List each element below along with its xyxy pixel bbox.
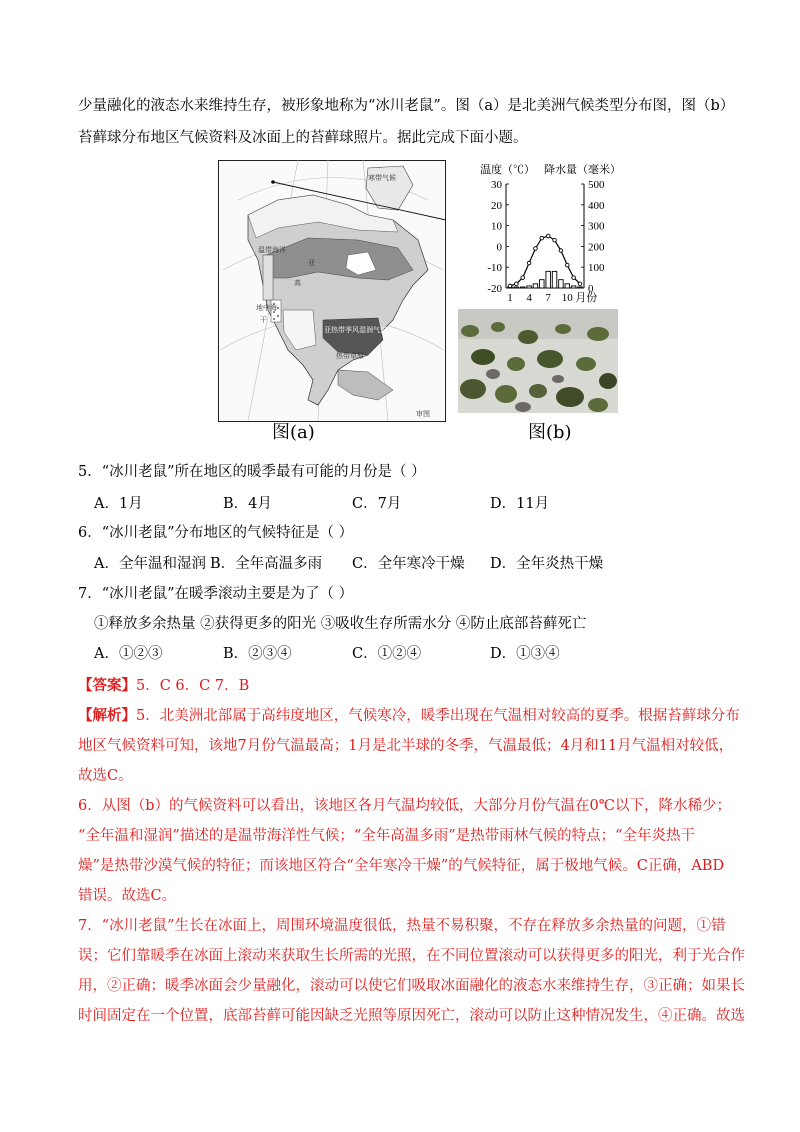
analysis-line-4: 6．从图（b）的气候资料可以看出，该地区各月气温均较低，大部分月份气温在0℃以下，降水稀少；	[78, 798, 731, 814]
q6-option-b: B．全年高温多雨	[210, 556, 323, 572]
left-tick-label: 20	[491, 199, 502, 212]
left-tick-label: 30	[491, 179, 502, 191]
analysis-line-7: 错误。故选C。	[78, 888, 177, 904]
caption-b: 图(b)	[528, 422, 572, 443]
temperature-point	[515, 282, 519, 286]
question-6-stem: 6．“冰川老鼠”分布地区的气候特征是（ ）	[78, 525, 354, 541]
q6-option-a: A．全年温和湿润	[94, 556, 206, 572]
analysis-line-3: 故选C。	[78, 768, 133, 784]
q5-option-a: A．1月	[94, 496, 143, 512]
q6-option-d: D．全年炎热干燥	[490, 556, 604, 572]
right-tick-label: 100	[588, 262, 605, 275]
left-tick-label: 0	[496, 241, 502, 254]
analysis-line-6: 燥”是热带沙漠气候的特征；而该地区符合“全年寒冷干燥”的气候特征，属于极地气候。C正确，ABD	[78, 858, 725, 874]
temperature-point	[534, 247, 538, 251]
q7-option-d: D．①③④	[490, 646, 560, 662]
climate-map-svg	[218, 160, 446, 422]
left-tick-label: -20	[487, 283, 502, 295]
precip-bar	[571, 286, 576, 288]
right-tick-label: 0	[588, 283, 594, 295]
temperature-point	[578, 282, 582, 286]
analysis-text-1: 5．北美洲北部属于高纬度地区，气候寒冷，暖季出现在气温相对较高的夏季。根据苔藓球分布	[136, 708, 740, 724]
left-tick-label: -10	[487, 262, 502, 275]
left-tick-label: 10	[491, 220, 502, 233]
intro-line-1: 少量融化的液态水来维持生存，被形象地称为“冰川老鼠”。图（a）是北美洲气候类型分布图，图（b）	[78, 98, 735, 114]
climate-chart-svg	[466, 160, 626, 308]
moss-photo-svg	[458, 309, 618, 413]
question-7-items: ①释放多余热量 ②获得更多的阳光 ③吸收生存所需水分 ④防止底部苔藓死亡	[94, 616, 587, 632]
analysis-line-1	[78, 706, 740, 726]
label-highland: 高	[294, 279, 301, 287]
precip-bar	[527, 286, 532, 288]
q7-option-a: A．①②③	[94, 646, 163, 662]
figure-b-chart	[466, 160, 626, 308]
temperature-point	[546, 234, 550, 238]
q5-option-d: D．11月	[490, 496, 550, 512]
figure-a-map	[218, 160, 446, 422]
x-tick-label: 7	[545, 292, 551, 304]
label-tropical: 热带草原	[336, 352, 364, 360]
x-tick-label: 1	[507, 292, 513, 304]
temperature-point	[508, 284, 512, 288]
precip-bar	[559, 280, 564, 288]
precip-bar	[546, 271, 551, 288]
label-subtropical: 亚热带季风湿润气候	[324, 326, 387, 334]
q7-option-c: C．①②④	[352, 646, 422, 662]
question-7-stem: 7．“冰川老鼠”在暖季滚动主要是为了（ ）	[78, 586, 354, 602]
temperature-point	[527, 261, 531, 265]
analysis-line-10: 用，②正确；暖季冰面会少量融化，滚动可以使它们吸取冰面融化的液态水来维持生存，③正确；如果长	[78, 978, 745, 994]
temperature-point	[565, 263, 569, 267]
temperature-point	[553, 238, 557, 242]
precip-bar	[533, 284, 538, 288]
answer-text: 5．C 6．C 7．B	[136, 678, 250, 694]
label-subarctic: 亚	[308, 259, 315, 267]
precip-bar	[540, 280, 545, 288]
temperature-point	[559, 249, 563, 253]
x-tick-label: 4	[526, 292, 532, 304]
intro-line-2: 苔藓球分布地区气候资料及冰面上的苔藓球照片。据此完成下面小题。	[78, 130, 528, 146]
q7-option-b: B．②③④	[223, 646, 292, 662]
q5-option-b: B．4月	[223, 496, 272, 512]
precip-bar	[565, 284, 570, 288]
precip-bar	[514, 287, 519, 288]
temperature-point	[521, 276, 525, 280]
right-tick-label: 400	[588, 199, 605, 212]
moss-ball-photo	[458, 309, 618, 413]
analysis-label: 【解析】	[78, 707, 136, 724]
right-tick-label: 500	[588, 179, 605, 191]
right-axis-title: 降水量（毫米）	[544, 164, 621, 176]
answer-label: 【答案】	[78, 677, 136, 694]
analysis-line-2: 地区气候资料可知，该地7月份气温最高；1月是北半球的冬季，气温最低；4月和11月气温相对较低，	[78, 738, 734, 754]
label-arid: 干	[260, 316, 267, 324]
analysis-line-11: 时间固定在一个位置，底部苔藓可能因缺乏光照等原因死亡，滚动可以防止这种情况发生，④正确。故选	[78, 1008, 745, 1024]
right-tick-label: 300	[588, 220, 605, 233]
label-source: 审图	[416, 410, 430, 418]
x-unit-label: 月份	[575, 292, 598, 304]
temperature-line	[510, 236, 580, 286]
question-5-stem: 5．“冰川老鼠”所在地区的暖季最有可能的月份是（ ）	[78, 464, 426, 480]
q5-option-c: C．7月	[352, 496, 402, 512]
right-tick-label: 200	[588, 241, 605, 254]
label-maritime: 温带海洋	[258, 246, 286, 254]
label-tundra: 寒带气候	[368, 174, 396, 182]
precip-bar	[552, 271, 557, 288]
label-mediterranean: 地中海	[256, 304, 277, 312]
left-axis-title: 温度（℃）	[480, 164, 535, 176]
q6-option-c: C．全年寒冷干燥	[352, 556, 465, 572]
answer-row	[78, 676, 249, 696]
temperature-point	[540, 236, 544, 240]
temperature-point	[572, 276, 576, 280]
analysis-line-9: 误；它们靠暖季在冰面上滚动来获取生长所需的光照，在不同位置滚动可以获得更多的阳光，利于光合作	[78, 948, 745, 964]
x-tick-label: 10	[561, 292, 573, 304]
analysis-line-8: 7．“冰川老鼠”生长在冰面上，周围环境温度很低，热量不易积聚，不存在释放多余热量的问题，①错	[78, 918, 726, 934]
analysis-line-5: “全年温和湿润”描述的是温带海洋性气候；“全年高温多雨”是热带雨林气候的特点；“全年炎热干	[78, 828, 696, 844]
caption-a: 图(a)	[272, 422, 315, 443]
precip-bar	[520, 287, 525, 288]
